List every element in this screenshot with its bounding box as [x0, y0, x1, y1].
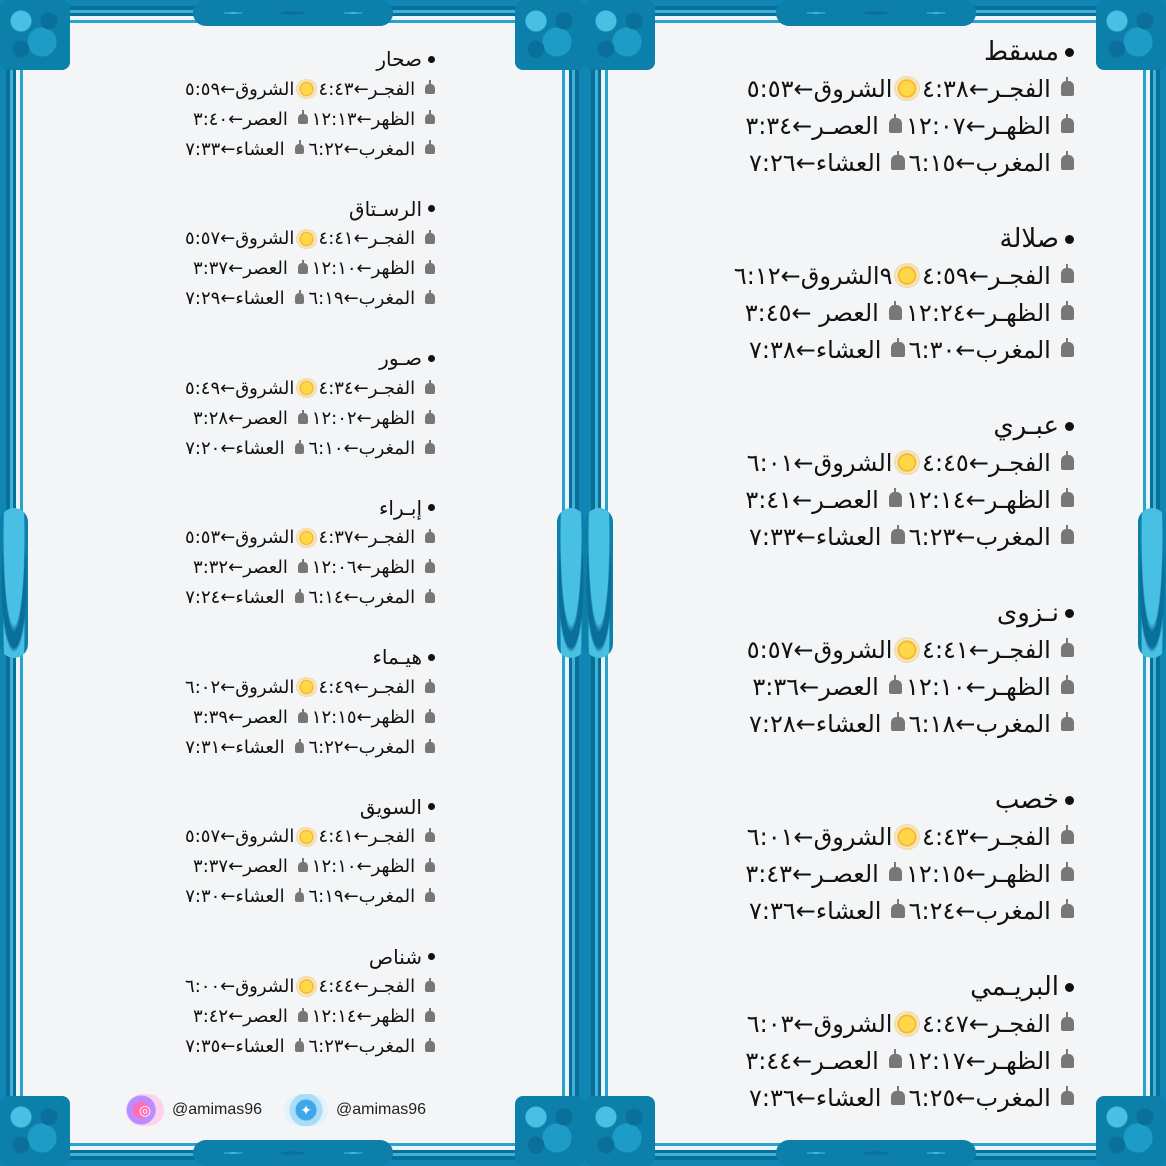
sun-icon [896, 639, 918, 661]
city-block [35, 194, 435, 344]
mosque-icon [1061, 1054, 1074, 1068]
mosque-icon [1061, 1017, 1074, 1031]
prayer-time: المغرب←٦:٢٢ [308, 736, 416, 758]
prayer-row [35, 732, 435, 762]
mosque-icon [295, 592, 305, 603]
mosque-icon [425, 862, 435, 873]
mosque-icon [298, 862, 308, 873]
prayer-time: الظهـر←١٢:١٤ [906, 485, 1051, 514]
city-block [35, 343, 435, 493]
bullet-icon [1065, 48, 1074, 57]
prayer-row [644, 518, 1074, 555]
mosque-icon [425, 1011, 435, 1022]
sun-icon [896, 826, 918, 848]
prayer-row [35, 134, 435, 164]
mosque-icon [889, 680, 902, 694]
mosque-icon [1061, 529, 1074, 543]
prayer-time: المغرب←٦:١٥ [908, 148, 1051, 177]
mosque-icon [425, 532, 435, 543]
prayer-row [644, 70, 1074, 107]
city-name [35, 493, 435, 523]
prayer-time: الشروق←٥:٥٧ [185, 228, 295, 250]
prayer-time: العصر←٣:٣٢ [193, 557, 288, 579]
city-block [644, 221, 1074, 408]
mosque-icon [295, 892, 305, 903]
prayer-time: الشروق←٥:٥٣ [746, 74, 893, 103]
sun-icon [298, 679, 314, 695]
prayer-row [644, 144, 1074, 181]
city-name-text: عبـري [993, 411, 1059, 442]
mosque-icon [425, 742, 435, 753]
prayer-row [644, 1005, 1074, 1042]
sun-icon [896, 1013, 918, 1035]
ornament-side-icon [0, 508, 28, 658]
city-name [644, 969, 1074, 1005]
sun-icon [298, 231, 314, 247]
prayer-time: المغرب←٦:٢٥ [908, 1083, 1051, 1112]
ornament-corner-icon [0, 1096, 70, 1166]
mosque-icon [891, 904, 904, 918]
twitter-icon: ✦ [284, 1094, 328, 1126]
mosque-icon [425, 592, 435, 603]
prayer-time: الفجـر←٤:٣٤ [318, 377, 416, 399]
city-block [35, 792, 435, 942]
prayer-time: العصر←٣:٢٨ [193, 407, 288, 429]
prayer-row [35, 373, 435, 403]
city-name-text: السويق [359, 794, 422, 819]
mosque-icon [889, 305, 902, 319]
prayer-row [35, 254, 435, 284]
prayer-row [35, 523, 435, 553]
prayer-time: المغرب←٦:٢٢ [308, 138, 416, 160]
bullet-icon [428, 654, 435, 661]
mosque-icon [295, 144, 305, 155]
ornament-side-icon [585, 508, 613, 658]
city-name-text: هيـماء [372, 645, 422, 670]
city-name [35, 343, 435, 373]
mosque-icon [298, 263, 308, 274]
prayer-time: الظهر←١٢:٠٢ [311, 407, 416, 429]
prayer-row [35, 882, 435, 912]
sun-icon [298, 829, 314, 845]
prayer-row [35, 284, 435, 314]
ornament-corner-icon [1096, 0, 1166, 70]
prayer-row [35, 433, 435, 463]
prayer-time: الفجـر←٤:٣٨ [922, 74, 1051, 103]
mosque-icon [1061, 1091, 1074, 1105]
bullet-icon [1065, 983, 1074, 992]
city-name-text: شناص [368, 944, 422, 969]
prayer-time: المغرب←٦:١٩ [308, 886, 416, 908]
mosque-icon [1061, 155, 1074, 169]
prayer-row [644, 1042, 1074, 1079]
mosque-icon [425, 383, 435, 394]
prayer-time: الظهـر←١٢:١٧ [906, 1046, 1051, 1075]
prayer-row [35, 224, 435, 254]
city-name [35, 44, 435, 74]
prayer-time: الظهر←١٢:٠٦ [311, 557, 416, 579]
prayer-time: الظهـر←١٢:١٠ [906, 672, 1051, 701]
prayer-time: الشروق←٦:٠٣ [746, 1009, 893, 1038]
mosque-icon [889, 867, 902, 881]
sun-icon [298, 978, 314, 994]
mosque-icon [425, 144, 435, 155]
ornament-top-icon [193, 0, 393, 26]
mosque-icon [425, 263, 435, 274]
city-block [644, 782, 1074, 969]
mosque-icon [1061, 455, 1074, 469]
prayer-row [35, 553, 435, 583]
sun-icon [896, 78, 918, 100]
bullet-icon [1065, 422, 1074, 431]
mosque-icon [425, 682, 435, 693]
prayer-time: العشاء←٧:٢٦ [749, 148, 882, 177]
prayer-time: العشاء←٧:٢٤ [185, 587, 285, 609]
city-block [35, 642, 435, 792]
prayer-time: العشاء←٧:٣٦ [749, 896, 882, 925]
prayer-time: الفجـر←٤:٥٩ [922, 261, 1051, 290]
prayer-time: المغرب←٦:٣٠ [908, 335, 1051, 364]
prayer-time: العصـر←٣:٤١ [745, 485, 879, 514]
prayer-row [644, 1079, 1074, 1116]
mosque-icon [295, 443, 305, 454]
ornament-corner-icon [515, 1096, 585, 1166]
prayer-time: الشروق←٦:٠١ [746, 822, 893, 851]
prayer-time: الشروق←٦:٠٢ [185, 676, 295, 698]
prayer-row [35, 972, 435, 1002]
mosque-icon [1061, 268, 1074, 282]
prayer-time: الظهـر←١٢:٢٤ [906, 298, 1051, 327]
prayer-time: الفجـر←٤:٤١ [922, 635, 1051, 664]
prayer-row [644, 818, 1074, 855]
mosque-icon [425, 712, 435, 723]
prayer-time: الشروق←٥:٥٩ [185, 78, 295, 100]
city-name [644, 408, 1074, 444]
city-name-text: صـور [379, 346, 422, 371]
instagram-icon: ◎ [126, 1094, 164, 1126]
prayer-time: العصر←٣:٣٧ [193, 258, 288, 280]
prayer-time: الشروق←٥:٤٩ [185, 377, 295, 399]
bullet-icon [1065, 796, 1074, 805]
mosque-icon [425, 981, 435, 992]
prayer-row [35, 702, 435, 732]
mosque-icon [295, 742, 305, 753]
left-city-list [35, 44, 435, 1091]
mosque-icon [1061, 830, 1074, 844]
mosque-icon [889, 492, 902, 506]
prayer-row [35, 1002, 435, 1032]
bullet-icon [1065, 235, 1074, 244]
prayer-row [644, 481, 1074, 518]
prayer-row [35, 74, 435, 104]
prayer-row [644, 892, 1074, 929]
prayer-time: العصر←٣:٣٧ [193, 856, 288, 878]
prayer-time: الشروق←٥:٥٧ [746, 635, 893, 664]
twitter-credit[interactable] [284, 1094, 426, 1126]
prayer-time: الشروق←٥:٥٧ [185, 826, 295, 848]
mosque-icon [425, 832, 435, 843]
prayer-row [644, 257, 1074, 294]
mosque-icon [889, 118, 902, 132]
prayer-row [644, 631, 1074, 668]
mosque-icon [425, 293, 435, 304]
instagram-credit[interactable] [126, 1094, 262, 1126]
prayer-time: العشاء←٧:٣٥ [185, 1036, 285, 1058]
mosque-icon [425, 84, 435, 95]
mosque-icon [425, 233, 435, 244]
city-name [35, 942, 435, 972]
prayer-time: العشاء←٧:٢٠ [185, 437, 285, 459]
mosque-icon [1061, 867, 1074, 881]
mosque-icon [295, 1041, 305, 1052]
prayer-time: العصر←٣:٤٢ [193, 1006, 288, 1028]
bullet-icon [428, 803, 435, 810]
bullet-icon [1065, 609, 1074, 618]
city-name [644, 34, 1074, 70]
bullet-icon [428, 504, 435, 511]
prayer-time: الفجـر←٤:٤١ [318, 826, 416, 848]
mosque-icon [889, 1054, 902, 1068]
prayer-time: الظهـر←١٢:٠٧ [906, 111, 1051, 140]
city-name [644, 782, 1074, 818]
prayer-time: العشاء←٧:٣١ [185, 736, 285, 758]
mosque-icon [891, 529, 904, 543]
city-name-text: صحار [376, 47, 422, 71]
prayer-row [644, 855, 1074, 892]
prayer-time: الظهر←١٢:١٣ [311, 108, 416, 130]
prayer-time: العصر←٣:٣٦ [752, 672, 879, 701]
prayer-row [35, 583, 435, 613]
prayer-row [35, 104, 435, 134]
city-name-text: مسقط [984, 37, 1059, 67]
prayer-time: الفجـر←٤:٤٩ [318, 676, 416, 698]
prayer-time: الظهر←١٢:١٠ [311, 258, 416, 280]
prayer-time: العشاء←٧:٢٩ [185, 288, 285, 310]
city-name [35, 792, 435, 822]
prayer-time: العشاء←٧:٣٣ [749, 522, 882, 551]
prayer-time: الفجـر←٤:٣٧ [318, 527, 416, 549]
sun-icon [896, 452, 918, 474]
prayer-row [644, 107, 1074, 144]
prayer-time: الفجـر←٤:٤٧ [922, 1009, 1051, 1038]
bullet-icon [428, 205, 435, 212]
city-name-text: خصب [994, 785, 1059, 816]
city-block [644, 408, 1074, 595]
city-name-text: نـزوى [996, 598, 1059, 629]
prayer-row [35, 672, 435, 702]
mosque-icon [1061, 492, 1074, 506]
prayer-time: المغرب←٦:١٤ [308, 587, 416, 609]
mosque-icon [1061, 342, 1074, 356]
prayer-time: الظهـر←١٢:١٥ [906, 859, 1051, 888]
city-name [644, 595, 1074, 631]
city-name [644, 221, 1074, 257]
prayer-time: المغرب←٦:١٩ [308, 288, 416, 310]
prayer-time: العشاء←٧:٣٣ [185, 138, 285, 160]
prayer-time: الفجـر←٤:٤١ [318, 228, 416, 250]
right-city-list [644, 34, 1074, 1157]
prayer-time: الفجـر←٤:٤٣ [922, 822, 1051, 851]
prayer-time: المغرب←٦:٢٣ [308, 1036, 416, 1058]
city-name [35, 194, 435, 224]
mosque-icon [295, 293, 305, 304]
mosque-icon [1061, 717, 1074, 731]
sun-icon [298, 530, 314, 546]
mosque-icon [425, 413, 435, 424]
prayer-row [35, 852, 435, 882]
prayer-time: الشروق←٦:٠١ [746, 448, 893, 477]
mosque-icon [425, 1041, 435, 1052]
mosque-icon [425, 114, 435, 125]
prayer-time: العصـر←٣:٤٣ [745, 859, 879, 888]
mosque-icon [891, 717, 904, 731]
prayer-time: العصر ←٣:٤٥ [744, 298, 879, 327]
mosque-icon [1061, 118, 1074, 132]
mosque-icon [1061, 680, 1074, 694]
right-panel [585, 0, 1166, 1166]
prayer-time: الشروق←٥:٥٣ [185, 527, 295, 549]
bullet-icon [428, 953, 435, 960]
prayer-time: المغرب←٦:١٠ [308, 437, 416, 459]
mosque-icon [1061, 81, 1074, 95]
ornament-corner-icon [1096, 1096, 1166, 1166]
mosque-icon [425, 443, 435, 454]
prayer-time: العصر←٣:٣٩ [193, 706, 288, 728]
prayer-time: المغرب←٦:٢٣ [908, 522, 1051, 551]
bullet-icon [428, 355, 435, 362]
prayer-row [644, 294, 1074, 331]
ornament-side-icon [1138, 508, 1166, 658]
prayer-time: العشاء←٧:٣٦ [749, 1083, 882, 1112]
prayer-time: المغرب←٦:١٨ [908, 709, 1051, 738]
prayer-row [35, 403, 435, 433]
sun-icon [298, 81, 314, 97]
instagram-handle: @amimas96 [172, 1101, 263, 1118]
ornament-bottom-icon [193, 1140, 393, 1166]
prayer-time: الظهر←١٢:١٥ [311, 706, 416, 728]
city-block [644, 969, 1074, 1156]
mosque-icon [1061, 904, 1074, 918]
prayer-time: العصر←٣:٤٠ [193, 108, 288, 130]
mosque-icon [298, 413, 308, 424]
prayer-time: الفجـر←٤:٤٤ [318, 976, 416, 998]
prayer-row [35, 1032, 435, 1062]
mosque-icon [298, 1011, 308, 1022]
twitter-handle: @amimas96 [336, 1101, 427, 1118]
city-name-text: إبـراء [379, 495, 422, 520]
ornament-side-icon [557, 508, 585, 658]
ornament-corner-icon [515, 0, 585, 70]
prayer-time: الفجـر←٤:٤٣ [318, 78, 416, 100]
bullet-icon [428, 56, 435, 63]
sun-icon [298, 380, 314, 396]
city-block [35, 942, 435, 1092]
prayer-row [644, 705, 1074, 742]
prayer-time: العشاء←٧:٣٨ [749, 335, 882, 364]
mosque-icon [891, 342, 904, 356]
city-block [35, 44, 435, 194]
mosque-icon [298, 114, 308, 125]
ornament-top-icon [776, 0, 976, 26]
prayer-time: العصـر←٣:٣٤ [745, 111, 879, 140]
city-name [35, 642, 435, 672]
mosque-icon [425, 562, 435, 573]
mosque-icon [1061, 305, 1074, 319]
mosque-icon [298, 712, 308, 723]
city-block [644, 34, 1074, 221]
mosque-icon [425, 892, 435, 903]
prayer-row [644, 444, 1074, 481]
prayer-time: المغرب←٦:٢٤ [908, 896, 1051, 925]
mosque-icon [891, 155, 904, 169]
prayer-time: الشروق←٦:٠٠ [185, 976, 295, 998]
city-name-text: البريـمي [970, 972, 1059, 1003]
city-name-text: الرسـتاق [349, 196, 422, 221]
city-block [35, 493, 435, 643]
prayer-time: العشاء←٧:٣٠ [185, 886, 285, 908]
city-block [644, 595, 1074, 782]
city-name-text: صلالة [999, 224, 1059, 255]
prayer-row [644, 331, 1074, 368]
prayer-time: ٩الشروق←٦:١٢ [733, 261, 893, 290]
prayer-time: الظهر←١٢:١٠ [311, 856, 416, 878]
prayer-time: الفجـر←٤:٤٥ [922, 448, 1051, 477]
prayer-time: الظهر←١٢:١٤ [311, 1006, 416, 1028]
prayer-row [644, 668, 1074, 705]
prayer-time: العصـر←٣:٤٤ [745, 1046, 879, 1075]
prayer-time: العشاء←٧:٢٨ [749, 709, 882, 738]
mosque-icon [891, 1091, 904, 1105]
mosque-icon [1061, 643, 1074, 657]
sun-icon [896, 265, 918, 287]
prayer-row [35, 822, 435, 852]
mosque-icon [298, 562, 308, 573]
